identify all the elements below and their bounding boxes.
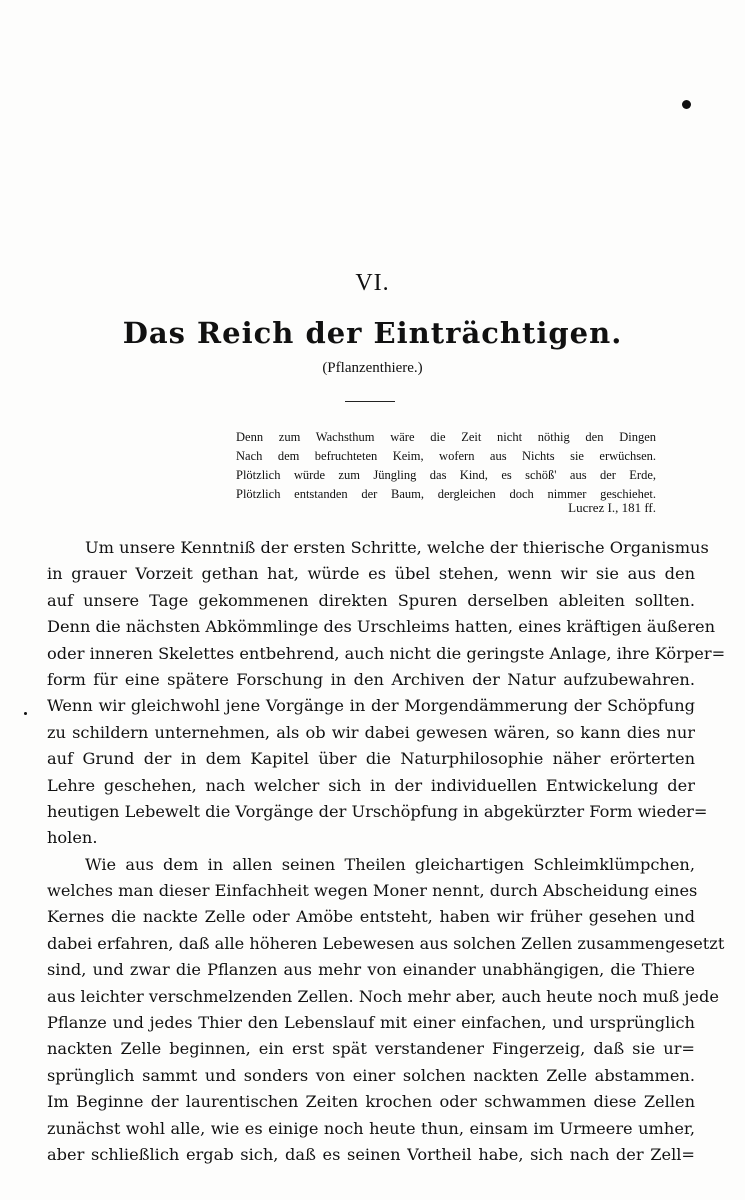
title-divider xyxy=(345,401,395,402)
text-line: sind, und zwar die Pflanzen aus mehr von einander unabhängigen, die Thiere xyxy=(47,960,695,980)
text-line: aber schließlich ergab sich, daß es seinen Vortheil habe, sich nach der Zell= xyxy=(47,1144,695,1164)
text-line: in grauer Vorzeit gethan hat, würde es übel stehen, wenn wir sie aus den xyxy=(47,564,695,584)
text-line: Wenn wir gleichwohl jene Vorgänge in der Morgendämmerung der Schöpfung xyxy=(47,696,695,716)
chapter-title: Das Reich der Einträchtigen. xyxy=(122,316,623,350)
text-line: Im Beginne der laurentischen Zeiten krochen oder schwammen diese Zellen xyxy=(47,1092,695,1112)
text-line: heutigen Lebewelt die Vorgänge der Urschöpfung in abgekürzter Form wieder= xyxy=(47,801,708,821)
text-line: auf unsere Tage gekommenen direkten Spuren derselben ableiten sollten. xyxy=(47,590,695,610)
epigraph-source: Lucrez I., 181 ff. xyxy=(568,500,656,515)
epigraph-line: Denn zum Wachsthum wäre die Zeit nicht nöthig den Dingen xyxy=(236,430,656,444)
chapter-number: VI. xyxy=(355,270,390,296)
ink-speck xyxy=(682,100,691,109)
text-line: holen. xyxy=(47,828,98,848)
text-line: Pflanze und jedes Thier den Lebenslauf mit einer einfachen, und ursprünglich xyxy=(47,1013,695,1033)
text-line: Um unsere Kenntniß der ersten Schritte, welche der thierische Organismus xyxy=(85,538,709,557)
text-line: auf Grund der in dem Kapitel über die Naturphilosophie näher erörterten xyxy=(47,749,695,769)
text-line: aus leichter verschmelzenden Zellen. Noch mehr aber, auch heute noch muß jede xyxy=(47,986,719,1006)
text-line: nackten Zelle beginnen, ein erst spät verstandener Fingerzeig, daß sie ur= xyxy=(47,1039,695,1059)
epigraph-line: Plötzlich entstanden der Baum, dergleichen doch nimmer geschiehet. xyxy=(236,487,656,501)
text-line: sprünglich sammt und sonders von einer solchen nackten Zelle abstammen. xyxy=(47,1065,695,1085)
text-line: Lehre geschehen, nach welcher sich in der individuellen Entwickelung der xyxy=(47,775,695,795)
epigraph xyxy=(236,428,656,504)
text-line: form für eine spätere Forschung in den Archiven der Natur aufzubewahren. xyxy=(47,669,695,689)
ink-speck xyxy=(24,712,27,715)
text-line: zu schildern unternehmen, als ob wir dabei gewesen wären, so kann dies nur xyxy=(47,722,695,742)
text-line: zunächst wohl alle, wie es einige noch heute thun, einsam im Urmeere umher, xyxy=(47,1118,695,1138)
epigraph-line: Nach dem befruchteten Keim, wofern aus Nichts sie erwüchsen. xyxy=(236,449,656,463)
body-text xyxy=(47,535,726,1168)
chapter-subtitle: (Pflanzenthiere.) xyxy=(322,360,423,376)
text-line: Denn die nächsten Abkömmlinge des Urschleims hatten, eines kräftigen äußeren xyxy=(47,617,716,637)
paragraph xyxy=(47,852,725,1169)
epigraph-line: Plötzlich würde zum Jüngling das Kind, es schöß' aus der Erde, xyxy=(236,468,656,482)
text-line: Kernes die nackte Zelle oder Amöbe entsteht, haben wir früher gesehen und xyxy=(47,907,695,927)
text-line: oder inneren Skelettes entbehrend, auch nicht die geringste Anlage, ihre Körper= xyxy=(47,643,726,663)
text-line: welches man dieser Einfachheit wegen Moner nennt, durch Abscheidung eines xyxy=(47,881,698,901)
text-line: dabei erfahren, daß alle höheren Lebewesen aus solchen Zellen zusammengesetzt xyxy=(47,933,725,953)
text-line: Wie aus dem in allen seinen Theilen gleichartigen Schleimklümpchen, xyxy=(85,854,695,874)
paragraph xyxy=(47,535,726,852)
